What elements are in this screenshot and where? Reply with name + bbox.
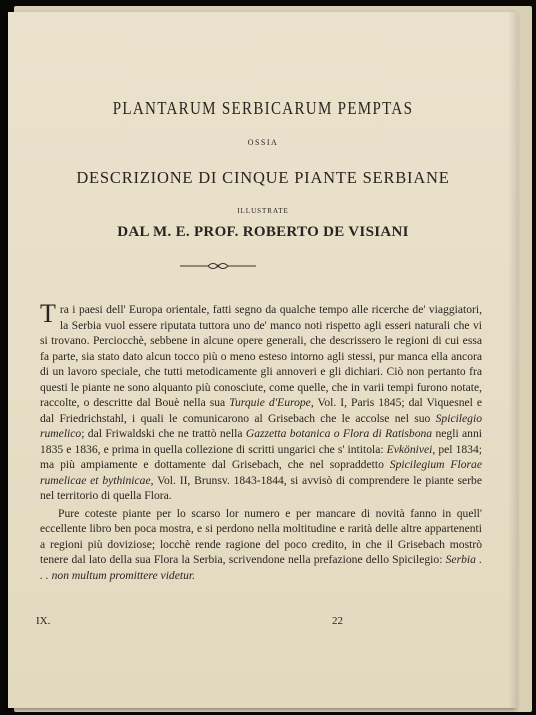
ossia-label: OSSIA [247, 138, 279, 147]
italic-title: Turquie d'Europe [229, 396, 311, 409]
italic-title: Evkönivei [386, 442, 433, 456]
text-run: , Vol. II, Brunsv. 1843-1844, si avvisò di comprendere le piante serbe nel territorio di quella Flora. [40, 473, 483, 502]
italic-quote: Serbia . . . non multum promittere videtur. [40, 553, 482, 582]
author-line: DAL M. E. PROF. ROBERTO DE VISIANI [117, 224, 409, 240]
text-run: , Vol. I, Paris 1845; dal Viquesnel e dal Friedrichstahl, i quali le comunicarono al Grisebach che le accolse nel suo [40, 396, 483, 425]
text-run: Pure coteste piante per lo scarso lor numero e per mancare di novità fanno in quell' eccellente libro ben poca mostra, e si perdono nella moltitudine e rarità delle altre appartenenti a regioni più doviziose; locchè rende ragione del poco credito, in che il Grisebach mostrò tenere dal lato della sua Flora la Serbia, scrivendone nella prefazione dello Spicilegio: [40, 506, 482, 566]
illustrate-label: ILLUSTRATE [237, 207, 289, 215]
text-run: , pel 1834; ma più ampiamente e dottamente dal Grisebach, che nel sopraddetto [40, 442, 482, 471]
document-subtitle: DESCRIZIONE DI CINQUE PIANTE SERBIANE [76, 168, 450, 187]
text-run: negli anni 1835 e 1836, e prima in quella collezione di scritti ungarici che s' intitola: [40, 427, 482, 456]
body-text [40, 299, 483, 583]
document-title: PLANTARUM SERBICARUM PEMPTAS [112, 98, 414, 118]
paragraph-2 [40, 506, 482, 584]
ornament-rule-icon [178, 260, 258, 272]
paragraph-1 [40, 299, 483, 504]
text-run: ; dal Friwaldski che ne trattò nella [81, 427, 246, 440]
drop-cap: T [40, 299, 56, 328]
italic-title: Gazzetta botanica o Flora di Ratisbona [245, 427, 433, 440]
italic-title: Spicilegium Florae rumelicae et bythinicae [40, 458, 482, 487]
page-shadow [508, 12, 518, 708]
text-run: ra i paesi dell' Europa orientale, fatti segno da qualche tempo alle ricerche de' viaggiatori, la Serbia vuol essere riputata tuttora uno de' manco noti rispetto agli esseri naturali che vi si trovano. Perciocchè, sebbene in alcune opere generali, che descrissero le regioni di cui essa fa parte, sia stato dato alcun tocco più o meno esteso intorno agli stessi, pur manca ella ancora di un lavoro speciale, che tutti metodicamente gli annoveri e gli dichiari. Ciò non pertanto fra questi le piante ne sono alquanto più conosciute, come quelle, che in varii tempi furono notate, raccolte, o descritte dal Bouè nella sua [40, 303, 482, 409]
page-number: 22 [332, 615, 343, 627]
italic-title: Spicilegio rumelico [40, 411, 482, 440]
book-page [8, 12, 518, 708]
signature-mark: IX. [36, 615, 51, 627]
